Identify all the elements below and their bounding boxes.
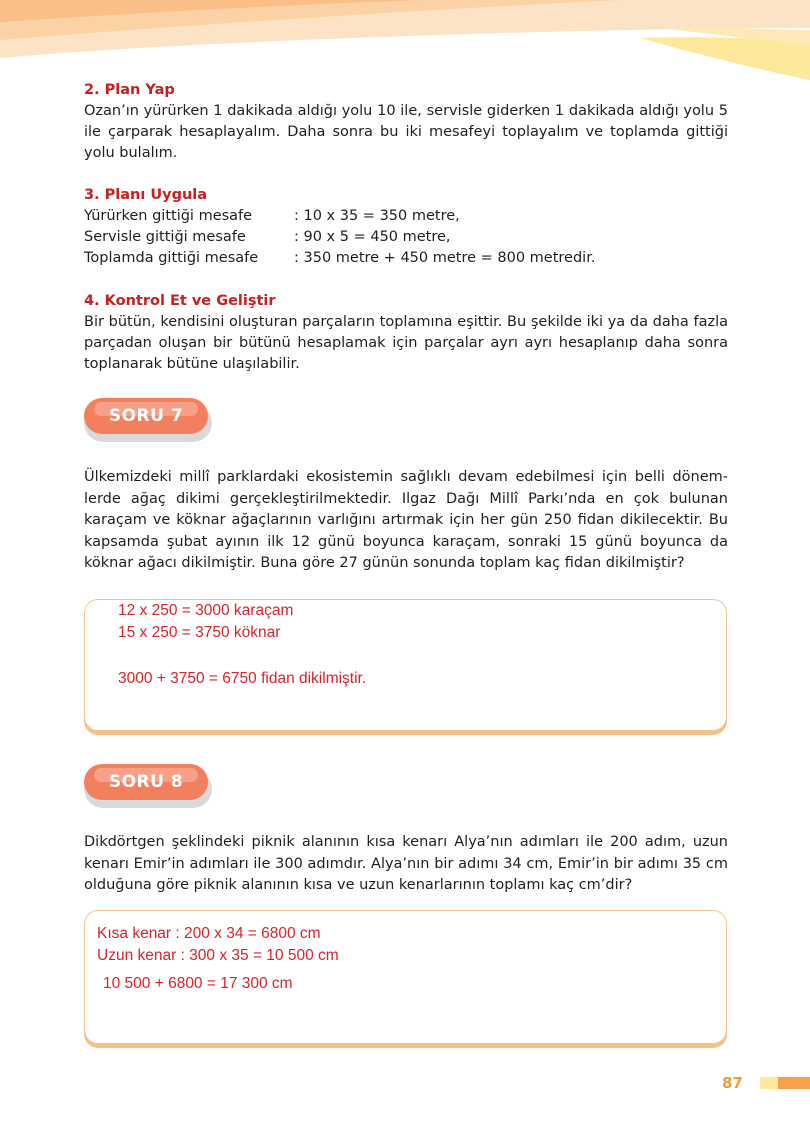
page-number-bar-dark (778, 1077, 810, 1089)
plan-yap-text: Ozan’ın yürürken 1 dakikada aldığı yolu 10 ile, servisle giderken 1 dakikada aldığı yolu 5 ile çarparak hesaplayalım. Daha sonra bu iki mesafeyi toplayalım ve toplamda gittiği yolu bulalım. (84, 103, 728, 161)
soru-7-answer-box (84, 599, 727, 731)
soru-7-answer-line-3: 3000 + 3750 = 6750 fidan dikilmiştir. (118, 670, 367, 687)
calc-row-total (84, 248, 728, 269)
kontrol-heading: 4. Kontrol Et ve Geliştir (84, 293, 276, 309)
page-number: 87 (722, 1074, 743, 1092)
calc-row-value: : 10 x 35 = 350 metre, (294, 208, 460, 224)
calc-row-value: : 90 x 5 = 450 metre, (294, 229, 451, 245)
calc-row-walking (84, 206, 728, 227)
soru-8-answer-line-3: 10 500 + 6800 = 17 300 cm (103, 975, 293, 992)
soru-7-question: Ülkemizdeki millî parklardaki ekosistemin sağlıklı devam edebilmesi için belli dönem-lerde ağaç dikimi gerçekleştirilmektedir. Ilgaz Dağı Millî Parkı’nda en çok bulunan karaçam ve köknar ağaçlarının varlığını artırmak için her gün 250 fidan dikilecektir. Bu kapsamda şubat ayının ilk 12 günü boyunca karaçam, sonraki 15 günü boyunca da köknar ağacı dikilmiştir. Buna göre 27 günün sonunda toplam kaç fidan dikilmiştir? (84, 469, 728, 571)
top-decorative-band (0, 0, 810, 80)
calc-row-value: : 350 metre + 450 metre = 800 metredir. (294, 250, 596, 266)
calc-row-label: Toplamda gittiği mesafe (84, 250, 259, 266)
soru-8-badge-label: SORU 8 (108, 772, 184, 792)
calc-row-shuttle (84, 227, 728, 248)
soru-8-badge (84, 764, 212, 808)
soru-7-answer-line-2: 15 x 250 = 3750 köknar (118, 624, 281, 641)
soru-8-question: Dikdörtgen şeklindeki piknik alanının kısa kenarı Alya’nın adımları ile 200 adım, uzun kenarı Emir’in adımları ile 300 adımdır. Alya’nın bir adımı 34 cm, Emir’in bir adımı 35 cm olduğuna göre piknik alanının kısa ve uzun kenarlarının toplamı kaç cm’dir? (84, 834, 728, 893)
page-number-bar-light (760, 1077, 778, 1089)
kontrol-text: Bir bütün, kendisini oluşturan parçaların toplamına eşittir. Bu şekilde iki ya da daha fazla parçadan oluşan bir bütünü hesaplamak için parçalar ayrı ayrı hesaplanıp daha sonra toplanarak bütüne ulaşılabilir. (84, 314, 728, 372)
soru-7-badge-label: SORU 7 (108, 406, 184, 426)
soru-8-answer-box (84, 910, 727, 1044)
soru-8-answer-line-2: Uzun kenar : 300 x 35 = 10 500 cm (97, 947, 339, 964)
soru-8-answer-line-1: Kısa kenar : 200 x 34 = 6800 cm (97, 925, 321, 942)
plan-yap-heading: 2. Plan Yap (84, 82, 175, 98)
calc-row-label: Yürürken gittiği mesafe (84, 208, 253, 224)
soru-7-answer-line-1: 12 x 250 = 3000 karaçam (118, 602, 294, 619)
soru-7-badge (84, 398, 212, 442)
plani-uygula-heading: 3. Planı Uygula (84, 187, 208, 203)
calc-row-label: Servisle gittiği mesafe (84, 229, 246, 245)
